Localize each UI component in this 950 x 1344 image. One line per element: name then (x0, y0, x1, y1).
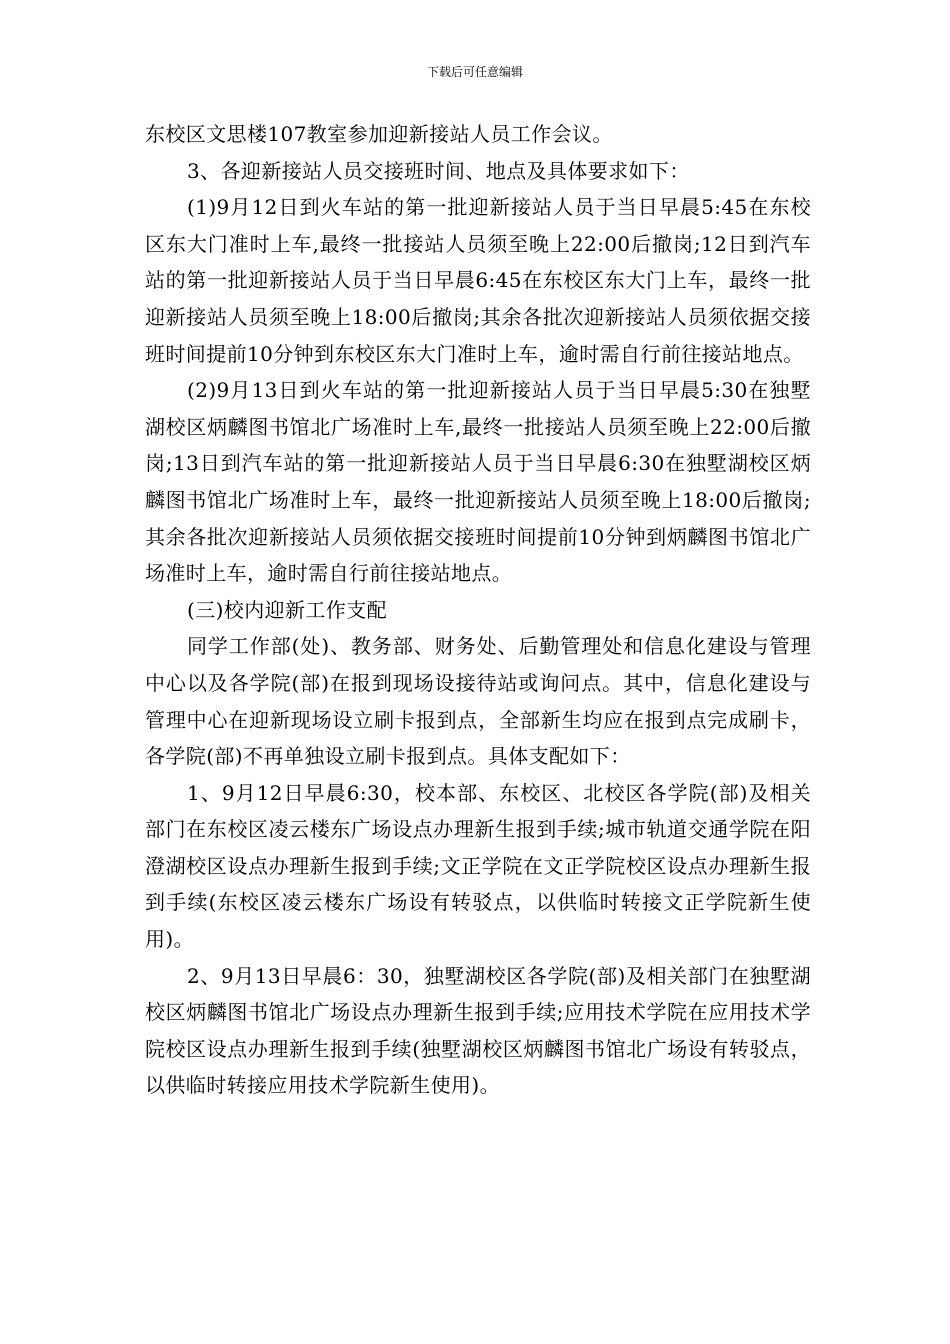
paragraph-item-3: 3、各迎新接站人员交接班时间、地点及具体要求如下： (187, 158, 690, 183)
paragraph-arrangement-2: 2、9月13日早晨6：30，独墅湖校区各学院(部)及相关部门在独墅湖校区炳麟图书馆北广场设点办理新生报到手续;应用技术学院在应用技术学院校区设点办理新生报到手续(独墅湖校区炳麟图书馆北广场设有转驳点，以供临时转接应用技术学院新生使用)。 (145, 963, 811, 1098)
document-body (145, 116, 811, 1104)
page-header: 下载后可任意编辑 (426, 65, 523, 79)
paragraph-arrangement-1: 1、9月12日早晨6:30，校本部、东校区、北校区各学院(部)及相关部门在东校区凌云楼东广场设点办理新生报到手续;城市轨道交通学院在阳澄湖校区设点办理新生报到手续;文正学院在文正学院校区设点办理新生报到手续(东校区凌云楼东广场设有转驳点，以供临时转接文正学院新生使用)。 (145, 780, 811, 952)
section-heading: (三)校内迎新工作支配 (187, 597, 388, 622)
paragraph-subitem-2: (2)9月13日到火车站的第一批迎新接站人员于当日早晨5:30在独墅湖校区炳麟图书馆北广场准时上车,最终一批接站人员须至晚上22:00后撤岗;13日到汽车站的第一批迎新接站人员于当日早晨6:30在独墅湖校区炳麟图书馆北广场准时上车，最终一批迎新接站人员须至晚上18:00后撤岗;其余各批次迎新接站人员须依据交接班时间提前10分钟到炳麟图书馆北广场准时上车，逾时需自行前往接站地点。 (145, 378, 811, 586)
paragraph-continuation: 东校区文思楼107教室参加迎新接站人员工作会议。 (145, 122, 613, 146)
paragraph-intro: 同学工作部(处)、教务部、财务处、后勤管理处和信息化建设与管理中心以及各学院(部)在报到现场设接待站或询问点。其中，信息化建设与管理中心在迎新现场设立刷卡报到点，全部新生均应在报到点完成刷卡，各学院(部)不再单独设立刷卡报到点。具体支配如下： (145, 634, 811, 769)
paragraph-subitem-1: (1)9月12日到火车站的第一批迎新接站人员于当日早晨5:45在东校区东大门准时上车,最终一批接站人员须至晚上22:00后撤岗;12日到汽车站的第一批迎新接站人员于当日早晨6:45在东校区东大门上车，最终一批迎新接站人员须至晚上18:00后撤岗;其余各批次迎新接站人员须依据交接班时间提前10分钟到东校区东大门准时上车，逾时需自行前往接站地点。 (145, 195, 811, 366)
